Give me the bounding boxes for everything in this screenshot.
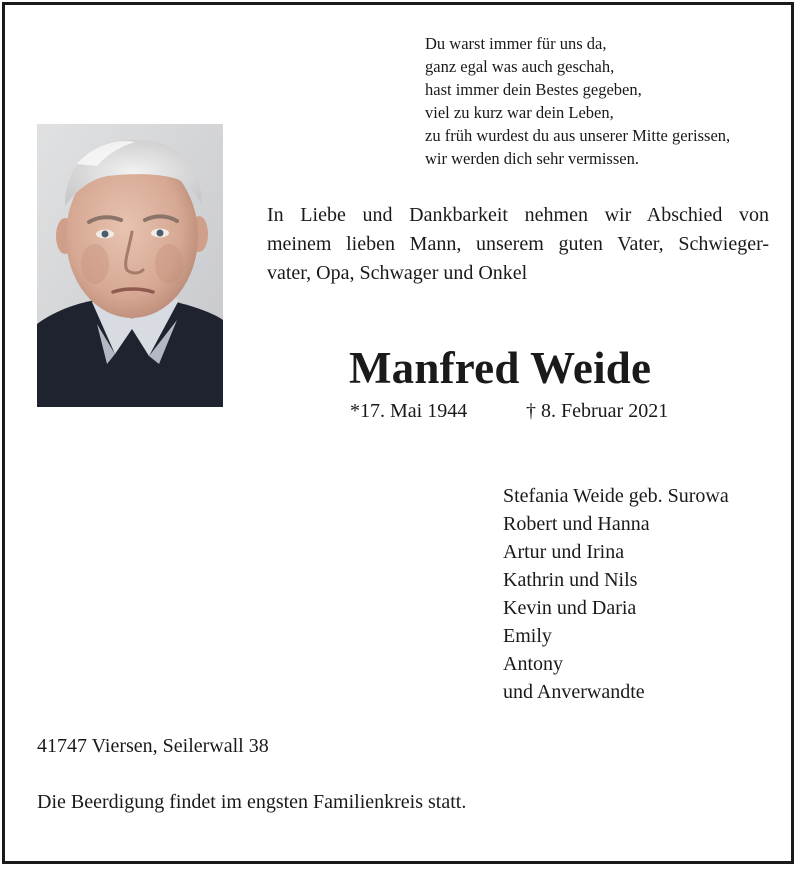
farewell-text: [267, 201, 769, 288]
mourner-name: Antony: [503, 653, 563, 675]
funeral-note: Die Beerdigung findet im engsten Familienkreis statt.: [37, 791, 467, 813]
poem-line: Du warst immer für uns da,: [425, 34, 607, 53]
deceased-name: Manfred Weide: [349, 343, 652, 393]
poem-line: ganz egal was auch geschah,: [425, 57, 615, 76]
mourner-name: Kathrin und Nils: [503, 569, 638, 591]
mourners-list: [503, 482, 729, 706]
farewell-line: vater, Opa, Schwager und Onkel: [267, 262, 528, 284]
life-dates: [350, 398, 669, 424]
mourner-name: Kevin und Daria: [503, 597, 637, 619]
poem-line: hast immer dein Bestes gegeben,: [425, 80, 642, 99]
poem-line: zu früh wurdest du aus unserer Mitte gerissen,: [425, 126, 731, 145]
death-date: † 8. Februar 2021: [526, 400, 669, 422]
mourner-name: Robert und Hanna: [503, 513, 650, 535]
portrait-photo: [37, 124, 223, 407]
poem-line: wir werden dich sehr vermissen.: [425, 149, 639, 168]
address: 41747 Viersen, Seilerwall 38: [37, 735, 269, 757]
poem-line: viel zu kurz war dein Leben,: [425, 103, 614, 122]
birth-date: *17. Mai 1944: [350, 400, 468, 422]
mourner-name: Artur und Irina: [503, 541, 625, 563]
mourner-name: Stefania Weide geb. Surowa: [503, 485, 729, 507]
mourner-name: und Anverwandte: [503, 681, 645, 703]
poem: [425, 32, 785, 170]
farewell-line: meinem lieben Mann, unserem guten Vater, Schwieger-: [267, 233, 769, 255]
farewell-line: In Liebe und Dankbarkeit nehmen wir Abschied von: [267, 204, 769, 226]
mourner-name: Emily: [503, 625, 552, 647]
